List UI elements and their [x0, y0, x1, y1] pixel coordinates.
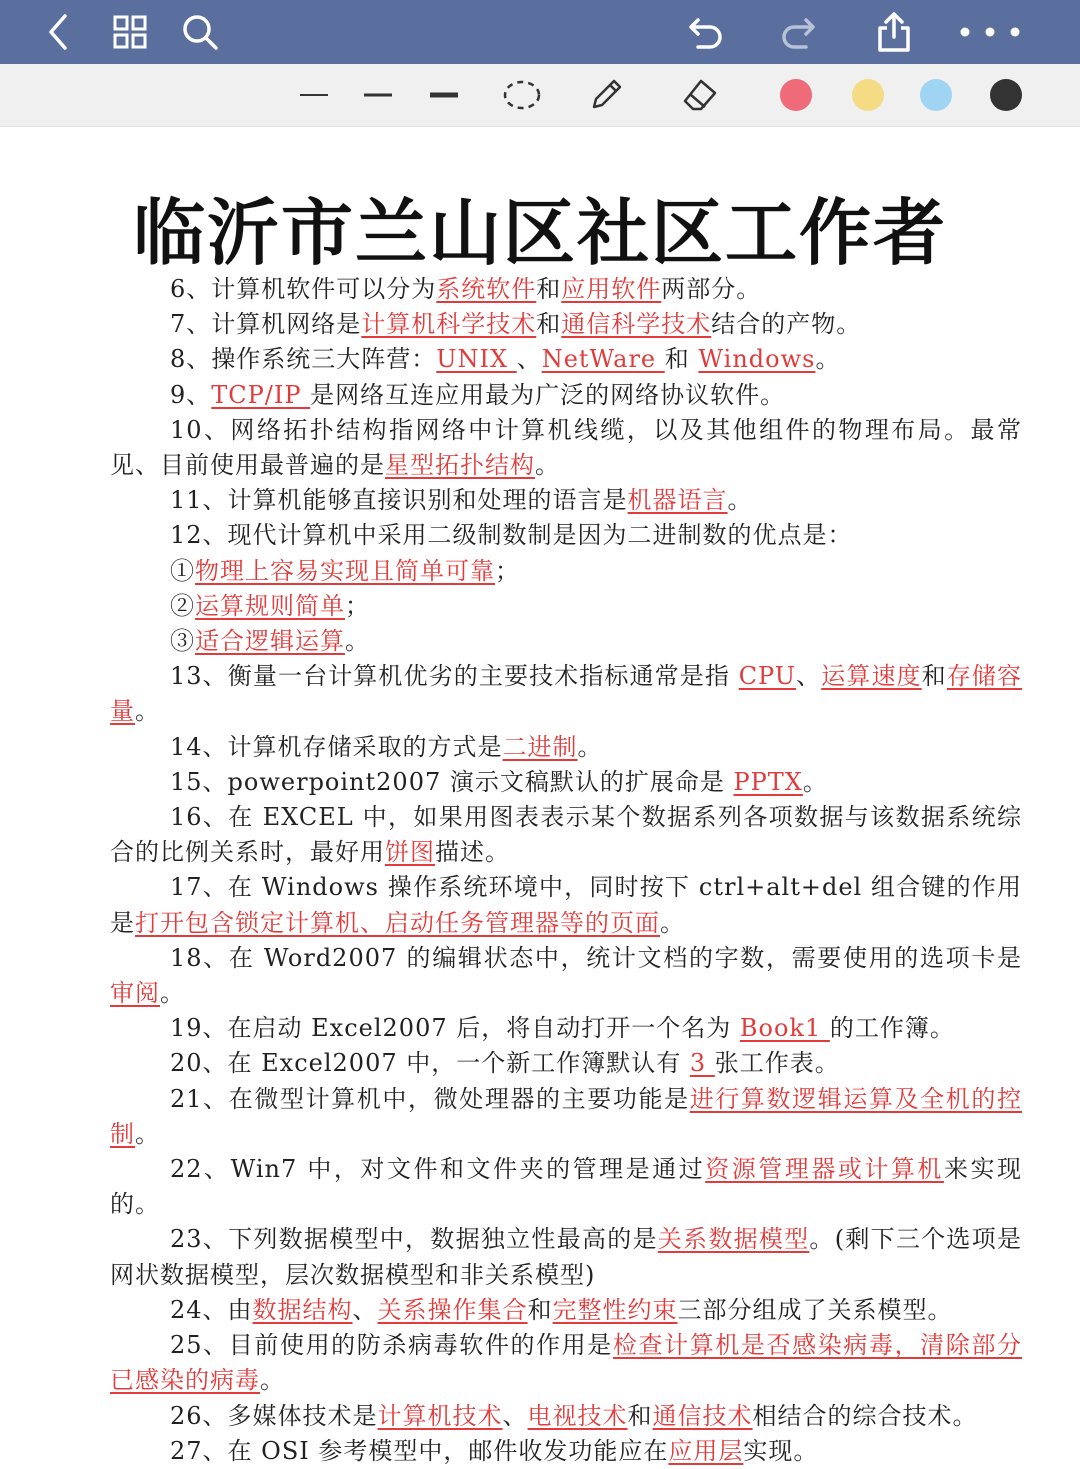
- answer-text: 进行算数逻辑运算及全机的控制: [110, 1084, 1022, 1148]
- question-text: 27、在 OSI 参考模型中，邮件收发功能应在: [170, 1436, 669, 1465]
- question-line: [110, 1328, 1022, 1398]
- question-text: 和: [536, 310, 562, 339]
- question-text: 。: [535, 451, 560, 480]
- answer-text: 存储容量: [110, 662, 1022, 726]
- answer-text: CPU: [738, 662, 797, 691]
- question-text: 和: [921, 662, 947, 691]
- question-text: 结合的产物。: [711, 310, 862, 339]
- question-text: 18、在 Word2007 的编辑状态中，统计文档的字数，需要使用的选项卡是: [170, 943, 1022, 972]
- more-icon: [955, 22, 1025, 42]
- share-button[interactable]: [872, 10, 916, 54]
- document-body: [110, 272, 1022, 1469]
- question-text: ③: [170, 627, 195, 656]
- pink-swatch-dot: [780, 79, 812, 111]
- question-text: 7、计算机网络是: [170, 310, 362, 339]
- question-text: 。: [660, 908, 685, 937]
- question-text: 张工作表。: [714, 1049, 840, 1078]
- question-text: 是网络互连应用最为广泛的网络协议软件。: [310, 380, 786, 409]
- search-icon: [181, 13, 219, 51]
- question-text: 10、网络拓扑结构指网络中计算机线缆，以及其他组件的物理布局。最常见、目前使用最普遍的是: [110, 415, 1022, 480]
- question-text: 和: [527, 1295, 553, 1324]
- line-medium-button[interactable]: [360, 73, 396, 117]
- grid-view-button[interactable]: [108, 10, 152, 54]
- search-button[interactable]: [178, 10, 222, 54]
- question-text: 21、在微型计算机中，微处理器的主要功能是: [170, 1084, 690, 1113]
- document-page: [0, 127, 1080, 1465]
- eraser-button[interactable]: [678, 73, 722, 117]
- answer-text: 完整性约束: [552, 1295, 678, 1324]
- answer-text: UNIX: [436, 345, 517, 374]
- question-text: 相结合的综合技术。: [752, 1401, 978, 1430]
- answer-text: PPTX: [733, 767, 803, 796]
- undo-icon: [686, 12, 726, 52]
- question-text: 和: [664, 345, 699, 374]
- question-text: 两部分。: [661, 275, 762, 303]
- question-text: 。: [135, 697, 160, 726]
- redo-icon: [778, 12, 818, 52]
- answer-text: 适合逻辑运算: [195, 627, 345, 656]
- lasso-button[interactable]: [500, 73, 544, 117]
- answer-text: 关系操作集合: [377, 1295, 528, 1324]
- line-thin-button[interactable]: [296, 73, 332, 117]
- answer-text: 应用层: [668, 1436, 744, 1465]
- top-navigation-bar: [0, 0, 1080, 64]
- answer-text: 数据结构: [252, 1295, 353, 1324]
- question-text: 20、在 Excel2007 中，一个新工作簿默认有: [170, 1049, 690, 1078]
- question-text: ①: [170, 556, 195, 585]
- question-line: [110, 1399, 1022, 1434]
- black-swatch-dot: [990, 79, 1022, 111]
- question-line: [110, 1293, 1022, 1328]
- answer-text: 电视技术: [527, 1401, 628, 1430]
- undo-button[interactable]: [684, 10, 728, 54]
- answer-text: TCP/IP: [211, 380, 311, 409]
- answer-text: 饼图: [385, 838, 435, 867]
- answer-text: 审阅: [110, 979, 160, 1008]
- more-options-button[interactable]: [950, 10, 1030, 54]
- question-text: 。: [577, 732, 603, 761]
- answer-text: NetWare: [541, 345, 665, 374]
- question-text: ；: [345, 591, 370, 620]
- question-line: [110, 941, 1022, 1011]
- question-line: [110, 589, 1022, 624]
- question-text: 23、下列数据模型中，数据独立性最高的是: [170, 1225, 658, 1254]
- answer-text: 系统软件: [436, 275, 537, 303]
- question-text: 和: [627, 1401, 653, 1430]
- question-text: 22、Win7 中，对文件和文件夹的管理是通过: [170, 1155, 706, 1184]
- share-icon: [874, 11, 914, 53]
- question-text: 。: [345, 627, 370, 656]
- question-text: 、: [352, 1295, 378, 1324]
- answer-text: 关系数据模型: [657, 1225, 810, 1254]
- answer-text: Book1: [739, 1014, 830, 1043]
- question-line: [110, 1011, 1022, 1046]
- question-text: 19、在启动 Excel2007 后，将自动打开一个名为: [170, 1014, 740, 1043]
- annotation-toolbar: [0, 64, 1080, 127]
- question-line: [110, 624, 1022, 659]
- answer-text: 3: [689, 1049, 715, 1078]
- question-text: 8、操作系统三大阵营：: [170, 345, 437, 374]
- lasso-icon: [502, 78, 542, 112]
- question-text: 25、目前使用的防杀病毒软件的作用是: [170, 1331, 613, 1360]
- yellow-swatch-dot: [852, 79, 884, 111]
- answer-text: 通信技术: [652, 1401, 753, 1430]
- question-text: 、: [796, 662, 822, 691]
- question-line: [110, 800, 1022, 870]
- answer-text: 运算规则简单: [195, 591, 345, 620]
- question-line: [110, 870, 1022, 940]
- answer-text: 应用软件: [561, 275, 662, 303]
- answer-text: 二进制: [502, 732, 578, 761]
- question-text: 16、在 EXCEL 中，如果用图表表示某个数据系列各项数据与该数据系统综合的比例关系时，最好用: [110, 803, 1022, 867]
- question-text: 13、衡量一台计算机优劣的主要技术指标通常是指: [170, 662, 739, 691]
- question-text: 。: [727, 486, 753, 515]
- line-thick-button[interactable]: [426, 73, 462, 117]
- answer-text: 资源管理器或计算机: [705, 1155, 944, 1184]
- answer-text: 检查计算机是否感染病毒，清除部分已感染的病毒: [110, 1331, 1022, 1395]
- question-text: 、: [516, 345, 542, 374]
- question-line: [110, 1152, 1022, 1222]
- blue-swatch-dot: [920, 79, 952, 111]
- document-title: 临沂市兰山区社区工作者: [132, 190, 947, 275]
- question-text: 实现。: [743, 1436, 819, 1465]
- answer-text: Windows: [698, 345, 816, 374]
- question-text: 。(剩下三个选项是网状数据模型，层次数据模型和非关系模型): [110, 1225, 1022, 1289]
- question-text: 15、powerpoint2007 演示文稿默认的扩展命是: [170, 767, 734, 796]
- question-text: 。: [802, 767, 828, 796]
- line-medium-icon: [362, 90, 394, 100]
- question-text: 9、: [170, 380, 212, 409]
- question-text: 。: [815, 345, 841, 374]
- redo-button[interactable]: [776, 10, 820, 54]
- question-text: 11、计算机能够直接识别和处理的语言是: [170, 486, 628, 515]
- back-button[interactable]: [36, 10, 80, 54]
- question-line: [110, 659, 1022, 729]
- question-text: 来实现的。: [110, 1155, 1022, 1219]
- line-thick-icon: [428, 90, 460, 100]
- question-line: [110, 1082, 1022, 1152]
- question-line: [110, 1434, 1022, 1469]
- question-text: 和: [536, 275, 562, 303]
- question-line: [110, 307, 1022, 342]
- answer-text: 通信科学技术: [561, 310, 712, 339]
- question-line: [110, 1222, 1022, 1292]
- answer-text: 计算机技术: [377, 1401, 503, 1430]
- question-text: 12、现代计算机中采用二级制数制是因为二进制数的优点是：: [170, 521, 853, 550]
- question-line: [110, 554, 1022, 589]
- question-text: 17、在 Windows 操作系统环境中，同时按下 ctrl+alt+del 组合键的作用是: [110, 873, 1022, 937]
- color-swatch-blue[interactable]: [918, 73, 954, 117]
- question-text: 。: [260, 1366, 285, 1395]
- question-line: [110, 413, 1022, 483]
- answer-text: 运算速度: [821, 662, 922, 691]
- answer-text: 机器语言: [627, 486, 728, 515]
- answer-text: 计算机科学技术: [361, 310, 537, 339]
- color-swatch-yellow[interactable]: [850, 73, 886, 117]
- question-line: [110, 730, 1022, 765]
- question-line: [110, 1046, 1022, 1081]
- question-text: 14、计算机存储采取的方式是: [170, 732, 503, 761]
- question-text: 6、计算机软件可以分为: [170, 275, 437, 303]
- question-text: 的工作簿。: [829, 1014, 955, 1043]
- question-text: 。: [135, 1119, 160, 1148]
- question-line: [110, 765, 1022, 800]
- answer-text: 星型拓扑结构: [385, 451, 535, 480]
- question-line: [110, 272, 1022, 307]
- question-line: [110, 378, 1022, 413]
- grid-icon: [112, 14, 148, 50]
- color-swatch-pink[interactable]: [778, 73, 814, 117]
- answer-text: 打开包含锁定计算机、启动任务管理器等的页面: [135, 908, 660, 937]
- question-text: 。: [160, 979, 185, 1008]
- chevron-left-icon: [43, 12, 73, 52]
- color-swatch-black[interactable]: [988, 73, 1024, 117]
- answer-text: 物理上容易实现且简单可靠: [195, 556, 495, 585]
- pencil-button[interactable]: [584, 73, 628, 117]
- question-line: [110, 483, 1022, 518]
- question-line: [110, 518, 1022, 553]
- question-text: 24、由: [170, 1295, 253, 1324]
- question-text: ；: [495, 556, 520, 585]
- pencil-icon: [586, 75, 626, 115]
- question-line: [110, 342, 1022, 377]
- question-text: 描述。: [435, 838, 510, 867]
- question-text: 三部分组成了关系模型。: [677, 1295, 953, 1324]
- line-thin-icon: [298, 90, 330, 100]
- question-text: 26、多媒体技术是: [170, 1401, 378, 1430]
- question-text: ②: [170, 591, 195, 620]
- question-text: 、: [502, 1401, 528, 1430]
- eraser-icon: [679, 75, 721, 115]
